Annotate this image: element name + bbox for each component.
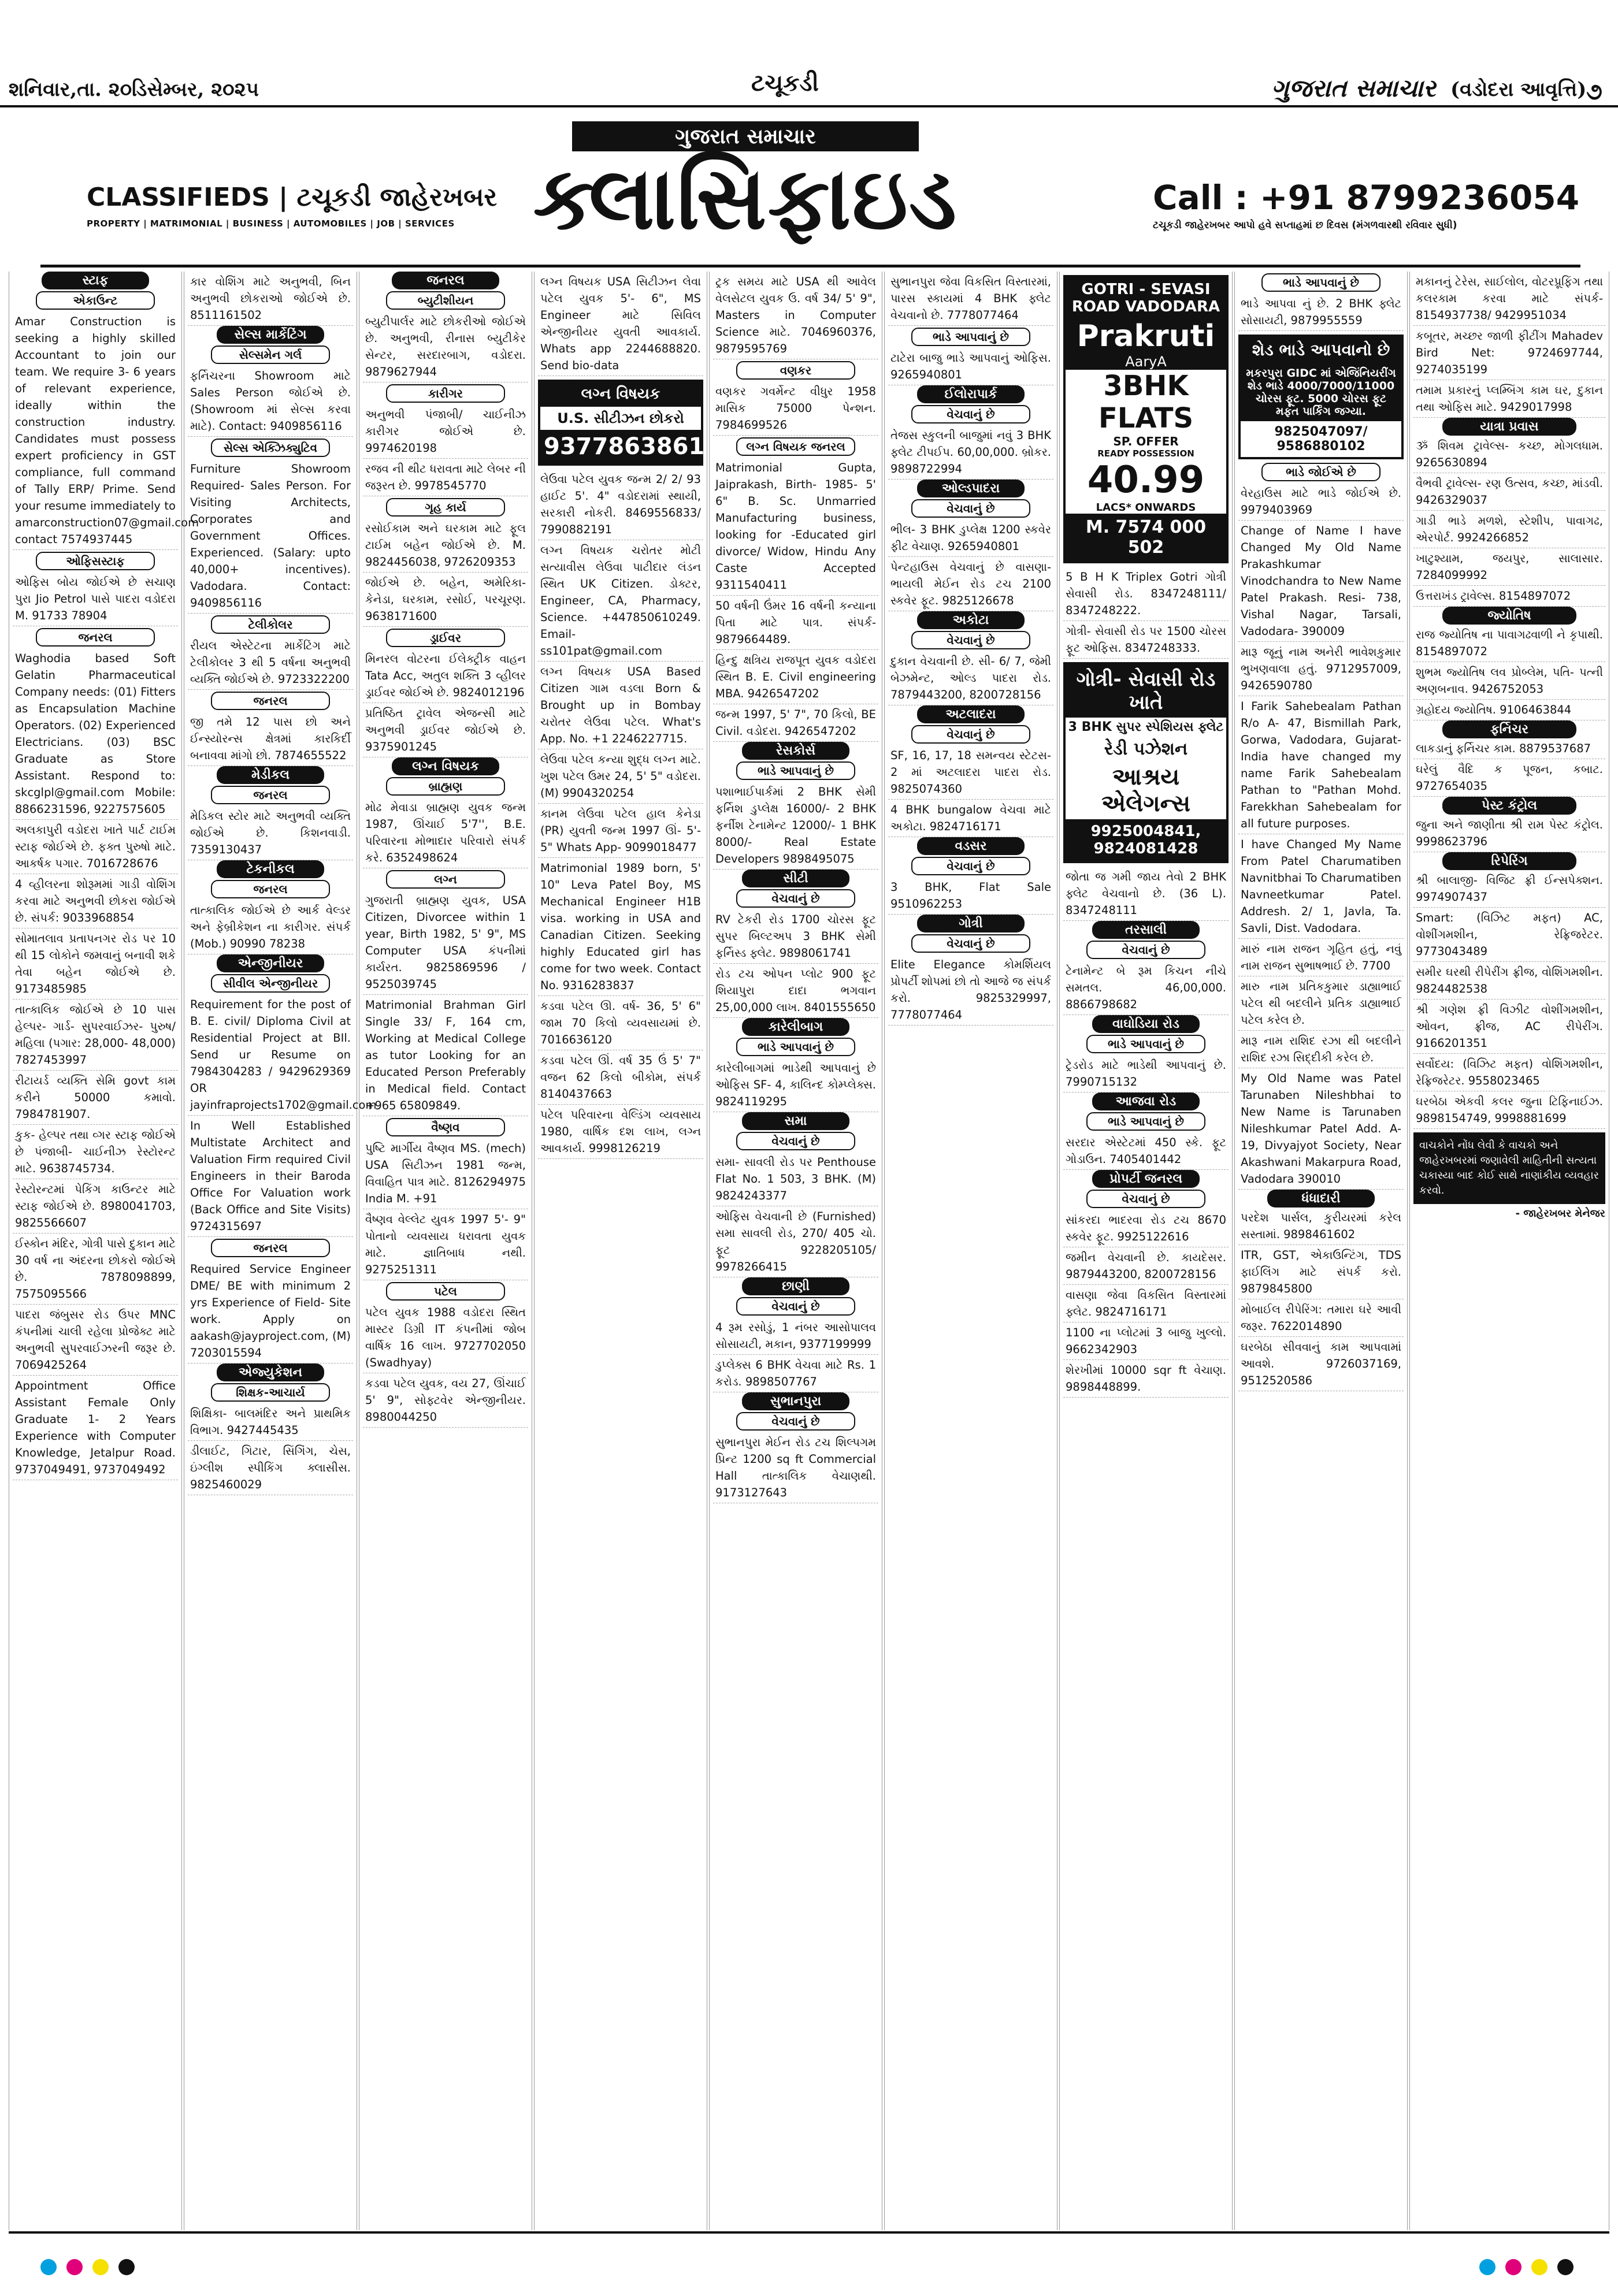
classified-ad: RV ટેકરી રોડ 1700 ચોરસ ફૂટ સુપર બિલ્ટઅપ 3 BHK સેમી ફર્નિસ્ડ ફ્લેટ. 9898061741	[713, 909, 878, 964]
sub-heading: વેચવાનું છે	[736, 1132, 855, 1150]
sub-heading: ભાડે આપવાનું છે	[736, 761, 855, 780]
sub-heading: વેચવાનું છે	[911, 405, 1030, 423]
classified-ad: 4 રૂમ રસોડું, 1 નંબર આસોપાલવ સોસાયટી, મકાન, 9377199999	[713, 1317, 878, 1355]
classified-ad: જન્મ 1997, 5' 7", 70 કિલો, BE Civil. વડોદરા. 9426547202	[713, 704, 878, 742]
classified-ad: જી તમે 12 પાસ છો અને ઈન્સ્યોરન્સ ક્ષેત્રમાં કારકિર્દી બનાવવા માંગો છો. 7874655522	[188, 712, 353, 766]
shed-title: શેડ ભાડે આપવાનો છે	[1241, 337, 1401, 363]
section-heading: રેસકોર્સ	[742, 742, 849, 760]
section-heading: એજ્યુકેશન	[217, 1364, 324, 1381]
sub-heading: જનરલ	[211, 786, 330, 804]
classified-ad: મારૂ જૂનું નામ અનેરી ભાવેશકુમાર ભુખણવાલા હતું. 9712957009, 9426590780	[1238, 642, 1404, 696]
classified-ad: સાંકરદા ભાદરવા રોડ ટચ 8670 સ્કવેર ફૂટ. 9925122616	[1063, 1210, 1229, 1247]
classified-ad: ભીલ- 3 BHK ડુપ્લેક્ષ 1200 સ્કવેર ફીટ વેચાણ. 9265940801	[888, 519, 1053, 557]
classified-ad: વૈષ્ણવ વેલ્લેટ યુવક 1997 5'- 9" પોતાનો વ્યવસાય ધરાવતા યુવક માટે. જ્ઞાતિબાધ નથી. 9275251311	[363, 1209, 528, 1280]
magenta-registration-dot	[1505, 2259, 1521, 2275]
page-top-strip	[0, 0, 1618, 105]
classified-ad: પુષ્ટિ માર્ગીય વૈષ્ણવ MS. (mech) USA સિટીઝન 1981 જન્મ, વિવાહિત પાત્ર માટે. 8126294975 India M. +91	[363, 1138, 528, 1209]
sub-heading: વણકર	[736, 361, 855, 380]
classified-ad: SF, 16, 17, 18 સમન્વય સ્ટેટસ- 2 માં અટલાદરા પાદરા રોડ. 9825074360	[888, 745, 1053, 800]
shed-phone: 9825047097/ 9586880102	[1274, 425, 1368, 454]
classified-title: ક્લાસિફાઇડ	[533, 148, 958, 249]
classified-ad: શ્રી ગણેશ ફ્રી વિઝીટ વોશીંગમશીન, ઓવન, ફ્રીજ, AC રીપેરીંગ. 9166201351	[1413, 1000, 1605, 1054]
classified-ad: ટ્રક સમય માટે USA થી આવેલ વેલસેટલ યુવક ઉ. વર્ષ 34/ 5' 9", Masters in Computer Science માટે. 7046960376, 9879595769	[713, 272, 878, 359]
section-heading: ઈલોરાપાર્ક	[917, 385, 1025, 403]
sub-heading: વેચવાનું છે	[736, 1412, 855, 1431]
sub-heading: ભાડે જોઈએ છે	[1261, 463, 1381, 481]
sub-heading: ભાડે આપવાનું છે	[911, 328, 1030, 346]
classified-ad: સુભાનપુરા જેવા વિકસિત વિસ્તારમાં, પારસ સ્કાયમાં 4 BHK ફ્લેટ વેચવાનો છે. 7778077464	[888, 272, 1053, 326]
section-heading: અટલાદરા	[917, 705, 1025, 723]
column-2	[184, 272, 377, 2230]
classified-ad: ડીલાઈટ, ગિટાર, સિંગિંગ, ચેસ, ઇંગ્લીશ સ્પીકિંગ ક્લાસીસ. 9825460029	[188, 1441, 353, 1495]
classified-ad: Furniture Showroom Required- Sales Person. For Visiting Architects, Corporates and Government Offices. Experienced. (Salary: upto 40,000+ incentives). Vadodara. Contact: 9409856116	[188, 459, 353, 614]
section-heading: ગોત્રી	[917, 915, 1025, 932]
classified-ad: જોઈએ છે. બહેન, અમેરિકા- કેનેડા, ઘરકામ, રસોઈ, પરચૂરણ. 9638171600	[363, 573, 528, 627]
header-rule	[40, 265, 1580, 268]
ashray-title: ગોત્રી- સેવાસી રોડ ખાતે	[1066, 664, 1226, 718]
sub-heading: વેચવાનું છે	[1086, 1190, 1205, 1208]
classified-ad: પશાભાઈપાર્કમાં 2 BHK સેમી ફર્નિશ ડુપ્લેક્ષ 16000/- 2 BHK ફર્નીશ ટેનામેન્ટ 12000/- 1 BHK 8000/- Real Estate Developers 9898495075	[713, 782, 878, 870]
classified-ad: 4 BHK bungalow વેચવા માટે અકોટા. 9824716171	[888, 800, 1053, 837]
classified-ad: લગ્ન વિષયક USA Based Citizen ગામ વડલા Born & Brought up in Bombay ચરોતર લેઉવા પટેલ. What's App. No. +1 2246227715.	[538, 662, 703, 749]
classified-ad: લાકડાનું ફર્નિચર કામ. 8879537687	[1413, 738, 1605, 759]
classified-ad: Waghodia based Soft Gelatin Pharmaceutical Company needs: (01) Fitters as Encapsulation Machine Operators. (02) Experienced Electricians. (03) BSC Graduate as Store Assistant. Respond to: skcglpl@gmail.com Mobile: 8866231596, 9227575605	[13, 648, 178, 820]
classified-ad: ગ્રહોદય જ્યોતિષ. 9106463844	[1413, 700, 1605, 720]
display-ad-prakruti	[1063, 275, 1229, 563]
classified-ad: પેન્ટહાઉસ વેચવાનું છે વાસણા- ભાયલી મેઈન રોડ ટચ 2100 સ્કવેર ફૂટ. 9825126678	[888, 557, 1053, 611]
sub-heading: લગ્ન વિષયક જનરલ	[736, 437, 855, 456]
sub-heading: ટેલીકોલર	[211, 615, 330, 634]
section-heading: ટેકનીકલ	[217, 860, 324, 878]
classified-ad: 50 વર્ષની ઉંમર 16 વર્ષની કન્યાના પિતા માટે પાત્ર. સંપર્ક- 9879664489.	[713, 596, 878, 650]
classified-ad: જુના અને જાણીતા શ્રી રામ પેસ્ટ કંટ્રોલ. 9998623796	[1413, 815, 1605, 852]
call-subtext: ટચૂકડી જાહેરખબર આપો હવે સપ્તાહમાં છ દિવસ (મંગળવારથી રવિવાર સુધી)	[1153, 220, 1457, 231]
call-number: Call : +91 8799236054	[1153, 178, 1580, 217]
classified-ad: સરદાર એસ્ટેટમાં 450 સ્કે. ફૂટ ગોડાઉન. 7405401442	[1063, 1132, 1229, 1170]
classified-ad: Matrimonial Brahman Girl Single 33/ F, 164 cm, Working at Medical College as tutor Looking for an Educated Person Preferably in Medical field. Contact +965 65809849.	[363, 995, 528, 1116]
section-heading: લગ્ન વિષયક	[392, 757, 499, 775]
display-ad-shed	[1238, 335, 1404, 459]
classified-ad: Elite Elegance કોમર્શિયલ પ્રોપર્ટી શોપમાં છો તો આજે જ સંપર્ક કરો. 9825329997, 7778077464	[888, 954, 1053, 1026]
sub-heading: વેચવાનું છે	[911, 934, 1030, 953]
sub-heading: બ્રાહ્મણ	[386, 777, 505, 796]
classified-ad: ગુજરાતી બ્રાહ્મણ યુવક, USA Citizen, Divorcee within 1 year, Birth 1982, 5' 9", MS Computer USA કંપનીમાં કાર્યરત. 9825869596 / 9525039745	[363, 890, 528, 995]
classified-ad: દુકાન વેચવાની છે. સી- 6/ 7, જેમી બેઝમેન્ટ, ઓલ્ડ પાદરા રોડ. 7879443200, 8200728156	[888, 651, 1053, 705]
classified-ad: ખાટુશ્યામ, જયપુર, સાલાસાર. 7284099992	[1413, 548, 1605, 586]
display-ad-us-citizen	[538, 380, 703, 466]
page-number: ૭	[1586, 78, 1602, 105]
classified-ad: સર્વોદય: (વિઝિટ મફત) વોશિંગમશીન, રેફ્રિજરેટર. 9558023465	[1413, 1054, 1605, 1091]
sub-heading: સેલ્સ એક્ઝિક્યુટિવ	[211, 439, 330, 457]
classified-ad: 3 BHK, Flat Sale 9510962253	[888, 877, 1053, 915]
column-7	[1059, 272, 1233, 2230]
classified-ad: અલકાપુરી વડોદરા ખાતે પાર્ટ ટાઈમ સ્ટાફ જોઈએ છે. ફક્ત પુરુષો માટે. આકર્ષક પગાર. 7016728676	[13, 820, 178, 874]
classified-ad: વણકર ગવર્મેન્ટ વીધુર 1958 માસિક 75000 પેન્શન. 7984699526	[713, 381, 878, 436]
classified-ad: Required Service Engineer DME/ BE with minimum 2 yrs Experience of Field- Site work. Apply on aakash@jayproject.com, (M) 7203015594	[188, 1259, 353, 1364]
sub-heading: કારીગર	[386, 384, 505, 403]
classified-ad: I have Changed My Name From Patel Charumatiben Navnitbhai To Charumatiben Navneetkumar Patel. Addresh. 2/ 1, Javla, Ta. Savli, Dist. Vadodara.	[1238, 834, 1404, 939]
classified-ad: લગ્ન વિષયક ચરોતર મોટી સત્યાવીસ લેઉવા પાટીદાર લંડન સ્થિત UK Citizen. ડોક્ટર, Engineer, CA, Pharmacy, Science. +447850610249. Email- ss101pat@gmail.com	[538, 540, 703, 662]
sub-heading: ભાડે આપવાનું છે	[1086, 1112, 1205, 1131]
reader-notice: વાચકોને નોંધ લેવી કે વાચકો અને જાહેરખબરમાં જણાવેલી માહિતીની સત્યતા ચકાસ્યા બાદ કોઈ સાથે નાણાંકીય વ્યવહાર કરવો.	[1413, 1132, 1605, 1204]
sub-heading: વેચવાનું છે	[736, 1297, 855, 1316]
prakruti-price: 40.99	[1087, 459, 1205, 501]
classified-ad: ઘરબેઠા એકવી કલર જુના ટિફિનાઈઝ. 9898154749, 9998881699	[1413, 1091, 1605, 1129]
sub-heading: જનરલ	[36, 628, 155, 647]
section-heading: છાણી	[742, 1277, 849, 1295]
classified-ad: રેસ્ટોરન્ટમાં પેકિંગ કાઉન્ટર માટે સ્ટાફ જોઈએ છે. 8980041703, 9825566607	[13, 1179, 178, 1234]
prakruti-phone: M. 7574 000 502	[1066, 514, 1226, 561]
sub-heading: વેચવાનું છે	[911, 631, 1030, 649]
classified-ad: પાદરા જંબુસર રોડ ઉપર MNC કંપનીમાં ચાલી રહેલા પ્રોજેક્ટ માટે અનુભવી સુપરવાઈઝરની જરૂર છે. 7069425264	[13, 1305, 178, 1376]
prakruti-name: Prakruti	[1066, 319, 1226, 354]
top-rule	[0, 105, 1618, 107]
classified-ad: ઘરેલું વૈદિ ક પૂજન, કબાટ. 9727654035	[1413, 759, 1605, 797]
classified-ad: પટેલ યુવક 1988 વડોદરા સ્થિત માસ્ટર ડિગ્રી IT કંપનીમાં જોબ વાર્ષિક 16 લાખ. 9727702050 (Swadhyay)	[363, 1302, 528, 1373]
classified-ad: Appointment Office Assistant Female Only Graduate 1- 2 Years Experience with Computer Knowledge, Jetalpur Road. 9737049491, 9737049492	[13, 1376, 178, 1480]
classified-ad: લેઉવા પટેલ કન્યા શુદ્ધ લગ્ન માટે. ખુશ પટેલ ઉમર 24, 5' 5" વડોદરા. (M) 9904320254	[538, 749, 703, 804]
cyan-registration-dot	[40, 2259, 57, 2275]
section-heading: સ્ટાફ	[42, 272, 149, 289]
section-heading: જનરલ	[392, 272, 499, 289]
sub-heading: જનરલ	[211, 1239, 330, 1257]
classified-ad: સમીર ઘરથી રીપેરીંગ ફ્રીજ, વોશિંગમશીન. 9824482538	[1413, 962, 1605, 1000]
column-6	[884, 272, 1057, 2230]
classified-ad: Smart: (વિઝિટ મફત) AC, વોશીંગમશીન, રેફ્રિજરેટર. 9773043489	[1413, 908, 1605, 962]
classified-ad: જમીન વેચવાની છે. કાયદેસર. 9879443200, 8200728156	[1063, 1247, 1229, 1285]
classified-ad: ટેનામેન્ટ બે રૂમ કિચન નીચે સમતલ. 46,00,000. 8866798682	[1063, 961, 1229, 1015]
classified-ad: કુક- હેલ્પર તથા વ્ગર સ્ટાફ જોઈએ છે પંજાબી- ચાઈનીઝ રેસ્ટોરન્ટ માટે. 9638745734.	[13, 1125, 178, 1179]
classified-ad: ભાડે આપવા નું છે. 2 BHK ફ્લેટ સોસાયટી, 9879955559	[1238, 293, 1404, 331]
display-ad-ashray	[1063, 662, 1229, 863]
prakruti-location: GOTRI - SEVASI ROAD VADODARA	[1066, 277, 1226, 319]
classified-ad: In Well Established Multistate Architect and Valuation Firm required Civil Engineers in their Baroda Office For Valuation work (Back Office and Site Visits) 9724315697	[188, 1116, 353, 1237]
yellow-registration-dot	[1531, 2259, 1548, 2275]
classified-ad: કડવા પટેલ યુવક, વય 27, ઊંચાઈ 5' 9", સોફ્ટવેર એન્જીનીયર. 8980044250	[363, 1373, 528, 1428]
classified-ad: રાજ જ્યોતિષ ના પાવાગઢવાળી ને કૃપાથી. 8154897072	[1413, 625, 1605, 662]
bottom-rule	[9, 2231, 1609, 2234]
column-1	[9, 272, 199, 2230]
classified-ad: કારેલીબાગમાં ભાડેથી આપવાનું છે ઓફિસ SF- 4, કાલિન્દ કોમ્પ્લેક્સ. 9824119295	[713, 1058, 878, 1112]
edition: (વડોદરા આવૃત્તિ)	[1450, 78, 1587, 101]
section-heading: વાઘોડિયા રોડ	[1092, 1015, 1200, 1033]
classified-ad: રસોઈકામ અને ઘરકામ માટે ફૂલ ટાઈમ બહેન જોઈએ છે. M. 9824456038, 9726209353	[363, 518, 528, 573]
column-9	[1409, 272, 1609, 2230]
classified-ad: રીટાયર્ડ વ્યક્તિ સેમિ govt કામ કરીને 50000 કમાવો. 7984781907.	[13, 1071, 178, 1125]
section-heading: સીટી	[742, 870, 849, 887]
column-3	[359, 272, 532, 2230]
classified-ad: ૐ શિવમ ટ્રાવેલ્સ- કચ્છ, મોગલધામ. 9265630894	[1413, 436, 1605, 473]
classified-ad: વાસણા જેવા વિકસિત વિસ્તારમાં ફ્લેટ. 9824716171	[1063, 1285, 1229, 1322]
classified-ad: ઈસ્કોન મંદિર, ગોત્રી પાસે દુકાન માટે 30 વર્ષ ના અંદરના છોકરો જોઈએ છે. 7878098899, 7575095566	[13, 1234, 178, 1305]
section-heading: ઓલ્ડપાદરા	[917, 480, 1025, 497]
classified-ad: ગોત્રી- સેવાસી રોડ પર 1500 ચોરસ ફૂટ ઓફિસ. 8347248333.	[1063, 621, 1229, 659]
issue-date: શનિવાર,તા. ૨૦ડિસેમ્બર, ૨૦૨૫	[9, 78, 259, 101]
section-name: ટચૂકડી	[751, 69, 819, 96]
classified-ad: તમામ પ્રકારનું પ્લમ્બિંગ કામ ઘર, દુકાન તથા ઓફિસ માટે. 9429017998	[1413, 380, 1605, 418]
classifieds-categories: PROPERTY | MATRIMONIAL | BUSINESS | AUTOMOBILES | JOB | SERVICES	[87, 218, 455, 229]
section-heading: ધંધાદારી	[1267, 1190, 1375, 1208]
section-heading: યાત્રા પ્રવાસ	[1442, 418, 1576, 436]
print-registration-strip	[0, 2236, 1618, 2296]
sub-heading: સેલ્સમેન ગર્લ	[211, 345, 330, 364]
classified-ad: બ્યુટીપાર્લર માટે છોકરીઓ જોઈએ છે. અનુભવી, રીનાસ બ્યુટીકેર સેન્ટર, સરદારબાગ, વડોદરા. 9879627944	[363, 311, 528, 382]
prakruti-sub: AaryA	[1066, 354, 1226, 370]
classified-ad: પટેલ પરિવારના વેલ્ડિંગ વ્યવસાય 1980, વાર્ષિક દશ લાખ, લગ્ન આવકાર્ય. 9998126219	[538, 1105, 703, 1159]
classified-ad: ડુપ્લેક્સ 6 BHK વેચવા માટે Rs. 1 કરોડ. 9898507767	[713, 1355, 878, 1392]
section-heading: સમા	[742, 1112, 849, 1130]
section-heading: વડસર	[917, 837, 1025, 855]
classified-ad: રીયલ એસ્ટેટના માર્કેટિંગ માટે ટેલીકોલર 3 થી 5 વર્ષના અનુભવી વ્યક્તિ જોઈએ છે. 9723322200	[188, 636, 353, 690]
yellow-registration-dot	[92, 2259, 109, 2275]
section-heading: કારેલીબાગ	[742, 1018, 849, 1036]
sub-heading: ડ્રાઈવર	[386, 629, 505, 647]
classified-ad: કબૂતર, મચ્છર જાળી ફીટીંગ Mahadev Bird Net: 9724697744, 9274035199	[1413, 326, 1605, 380]
classified-ad: મોબાઈલ રીપેરિંગ: તમારા ઘરે આવી જરૂર. 7622014890	[1238, 1299, 1404, 1337]
sub-heading: જનરલ	[211, 692, 330, 710]
classified-ad: મારુ નામ પ્રતિકકુમાર ડાહ્યાભાઈ પટેલ થી બદલીને પ્રતિક ડાહ્યાભાઈ પટેલ કરેલ છે.	[1238, 976, 1404, 1031]
classified-ad: કડવા પટેલ ઊ. વર્ષ- 36, 5' 6" જામ 70 કિલો વ્યવસાયમાં છે. 7016636120	[538, 996, 703, 1050]
prakruti-bhk: 3BHK FLATS	[1098, 370, 1194, 434]
classified-ad: ગાડી ભાડે મળશે, સ્ટેશીપ, પાવાગઢ, એરપોર્ટ. 9924266852	[1413, 511, 1605, 548]
classified-ad: લગ્ન વિષયક USA સિટીઝન લેવા પટેલ યુવક 5'- 6", MS Engineer માટે સિવિલ એન્જીનીયર યુવતી આવકાર્ય. Whats app 2244688820. Send bio-data	[538, 272, 703, 376]
classified-ad: Amar Construction is seeking a highly skilled Accountant to join our team. We require 3- 6 years of relevant experience, ideally within the construction industry. Candidates must possess expert proficiency in GST compliance, full command of Tally ERP/ Prime. Send your resume immediately to amarconstruction07@gmail.com contact 7574937445	[13, 311, 178, 550]
classified-ad: 1100 ના પ્લોટમાં 3 બાજુ ખુલ્લો. 9662342903	[1063, 1322, 1229, 1360]
classified-ad: મેડિકલ સ્ટોર માટે અનુભવી વ્યક્તિ જોઈએ છે. કિશનવાડી. 7359130437	[188, 806, 353, 860]
classified-ad: સુભાનપુરા મેઈન રોડ ટચ શિલ્પગમ પ્રિન્ટ 1200 sq ft Commercial Hall તાત્કાલિક વેચાણથી. 9173127643	[713, 1432, 878, 1503]
classified-ad: હિન્દુ ક્ષત્રિય રાજપૂત યુવક વડોદરા સ્થિત B. E. Civil engineering MBA. 9426547202	[713, 650, 878, 704]
section-heading: અકોટા	[917, 611, 1025, 629]
prakruti-lacs: LACS* ONWARDS	[1096, 501, 1196, 514]
classified-ad: 5 B H K Triplex Gotri ગોત્રી સેવાસી રોડ. 8347248111/ 8347248222.	[1063, 567, 1229, 621]
classified-ad: કડવા પટેલ ઊં. વર્ષ 35 ઉં 5' 7" વજન 62 કિલો બીકોમ, સંપર્ક 8140437663	[538, 1050, 703, 1105]
section-heading: સેલ્સ માર્કેટિંગ	[217, 326, 324, 344]
display-ad-line: U.S. સીટીઝન છોકરો	[557, 410, 684, 426]
classified-ad: રજવ ની થીટ ધરાવતા માટે લેબર ની જરૂરત છે. 9978545770	[363, 459, 528, 496]
classified-ad: શુભમ જ્યોતિષ લવ પ્રોબ્લેમ, પતિ- પત્ની અણબનાવ. 9426752053	[1413, 662, 1605, 700]
classified-ad: અનુભવી પંજાબી/ ચાઈનીઝ કારીગર જોઈએ છે. 9974620198	[363, 404, 528, 459]
sub-heading: સીવીલ એન્જીનીયર	[211, 974, 330, 993]
classified-ad: Change of Name I have Changed My Old Name Prakashkumar Vinodchandra to New Name Patel Prakash. Resi- 738, Vishal Nagar, Tarsali, Vadodara- 390009	[1238, 521, 1404, 642]
classified-ad: 4 વ્હીલરના શોરૂમમાં ગાડી વોશિંગ કરવા માટે અનુભવી છોકરા જોઈએ છે. સંપર્ક: 9033968854	[13, 874, 178, 928]
section-heading: રિપેરિંગ	[1442, 852, 1576, 870]
classified-ad: વૈભવી ટ્રાવેલ્સ- રણ ઉત્સવ, કચ્છ, માંડવી. 9426329037	[1413, 473, 1605, 511]
prakruti-ready: READY POSSESSION	[1097, 448, 1194, 459]
ashray-ready: રેડી પઝેશન	[1104, 739, 1188, 759]
sub-heading: ભાડે આપવાનું છે	[736, 1038, 855, 1056]
classified-ad: તાત્કાલિક જોઈએ છે આર્ક વેલ્ડર અને ફેબ્રીકેશન ના કારીગર. સંપર્ક (Mob.) 90990 78238	[188, 900, 353, 954]
sub-heading: વેચવાનું છે	[1086, 941, 1205, 959]
classifieds-label: CLASSIFIEDS | ટચૂકડી જાહેરખબર	[87, 183, 498, 212]
display-ad-title: લગ્ન વિષયક	[540, 382, 701, 407]
classified-ad: પ્રતિષ્ઠિત ટ્રાવેલ એજન્સી માટે અનુભવી ડ્રાઈવર જોઈએ છે. 9375901245	[363, 703, 528, 757]
classified-ad: ફર્નિચરના Showroom માટે Sales Person જોઈએ છે. (Showroom માં સેલ્સ કરવા માટે). Contact: 9409856116	[188, 366, 353, 437]
sub-heading: ભાડે આપવાનું છે	[1261, 273, 1381, 292]
sub-heading: ભાડે આપવાનું છે	[1086, 1035, 1205, 1053]
ashray-project: આશ્રય એલેગન્સ	[1101, 764, 1191, 817]
section-heading: પેસ્ટ કંટ્રોલ	[1442, 797, 1576, 815]
newspaper-name: ગુજરાત સમાચાર	[1271, 74, 1436, 102]
column-8	[1234, 272, 1408, 2230]
section-heading: આજવા રોડ	[1092, 1093, 1200, 1110]
classified-ad: Matrimonial Gupta, Jaiprakash, Birth- 1985- 5' 6" B. Sc. Unmarried Manufacturing business, looking for -Educated girl divorce/ Widow, Hindu Any Caste Accepted 9311540411	[713, 458, 878, 596]
classified-ad: સોમાતલાવ પ્રતાપનગર રોડ પર 10 થી 15 લોકોને જમવાનું બનાવી શકે તેવા બહેન જોઈએ છે. 9173485985	[13, 928, 178, 1000]
classified-ad: Matrimonial 1989 born, 5' 10" Leva Patel Boy, MS Mechanical Engineer H1B visa. working in USA and Canadian Citizen. Seeking highly Educated girl has come for two week. Contact No. 9316283837	[538, 858, 703, 996]
display-ad-phone: 9377863861	[540, 430, 701, 463]
sub-heading: ગૃહ કાર્ય	[386, 498, 505, 517]
shed-body: મકરપુરા GIDC માં એજિંનિયરીંગ શેડ ભાડે 4000/7000/11000 ચોરસ ફૂટ. 5000 ચોરસ ફૂટ મફત પાર્કિંગ જગ્યા.	[1241, 363, 1401, 421]
sub-heading: પટેલ	[386, 1282, 505, 1301]
column-5	[709, 272, 882, 2230]
classified-ad: તાત્કાલિક જોઈએ છે 10 પાસ હેલ્પર- ગાર્ડ- સુપરવાઈઝર- પુરુષ/ મહિલા (પગાર: 28,000- 48,000) 7827453997	[13, 1000, 178, 1071]
masthead: ગુજરાત સમાચાર	[572, 121, 919, 151]
sub-heading: જનરલ	[211, 880, 330, 898]
classified-ad: મકાનનું ટેરેસ, સાઈલોલ, વોટરપ્રૂફિંગ તથા કલરકામ કરવા માટે સંપર્ક- 8154937738/ 9429951034	[1413, 272, 1605, 326]
classified-ad: મારૂ નામ રાશિદ રઝા થી બદલીને રાશિદ રઝા સિદ્દીકી કરેલ છે.	[1238, 1031, 1404, 1068]
sub-heading: વૈષ્ણવ	[386, 1118, 505, 1136]
classified-ad: ઓફિસ વેચવાની છે (Furnished) સમા સાવલી રોડ, 270/ 405 ચો. ફૂટ 9228205105/ 9978266415	[713, 1206, 878, 1277]
black-registration-dot	[118, 2259, 135, 2275]
classified-ad: ઓફિસ બોય જોઈએ છે સચાણ પુરા Jio Petrol પાસે પાદરા વડોદરા M. 91733 78904	[13, 572, 178, 626]
section-heading: સુભાનપુરા	[742, 1392, 849, 1410]
black-registration-dot	[1557, 2259, 1574, 2275]
classified-ad: ટાટેરા બાજુ ભાડે આપવાનું ઓફિસ. 9265940801	[888, 348, 1053, 385]
notice-signature: - જાહેરખબર મેનેજર	[1515, 1208, 1605, 1220]
section-heading: મેડીકલ	[217, 766, 324, 784]
classified-ad: વેરહાઉસ માટે ભાડે જોઈએ છે. 9979403969	[1238, 483, 1404, 521]
sub-heading: એકાઉન્ટ	[36, 291, 155, 310]
sub-heading: લગ્ન	[386, 870, 505, 889]
classified-ad: મિનરલ વોટરના ઈલેક્ટ્રીક વાહન Tata Acc, અતુલ શક્તિ 3 વ્હીલર ડ્રાઈવર જોઈએ છે. 9824012196	[363, 649, 528, 703]
classified-ad: મારું નામ રાજન ગૃહિત હતું, નવું નામ રાજન સુભાષભાઈ છે. 7700	[1238, 939, 1404, 976]
classified-ad: I Farik Sahebealam Pathan R/o A- 47, Bismillah Park, Gorwa, Vadodara, Gujarat- India have changed my name Farik Sahebealam Pathan to "Pathan Mohd. Farekkhan Sahebealam for all future purposes.	[1238, 696, 1404, 834]
classified-ad: કાનમ લેઉવા પટેલ હાલ કેનેડા (PR) યુવતી જન્મ 1997 ઊં- 5'- 5" Whats App- 9099018477	[538, 804, 703, 858]
classified-ad: Requirement for the post of B. E. civil/ Diploma Civil at Residential Project at BIl. Send ur Resume on 7984304283 / 9429629369 OR jayinfraprojects1702@gmail.com	[188, 994, 353, 1116]
column-4	[534, 272, 707, 2230]
classified-ad: ટ્રેડરોડ માટે ભાડેથી આપવાનું છે. 7990715132	[1063, 1055, 1229, 1093]
classified-ad: ITR, GST, એકાઉન્ટિંગ, TDS ફાઈલિંગ માટે સંપર્ક કરો. 9879845800	[1238, 1245, 1404, 1299]
classified-ad: ઘરબેઠા સીવવાનું કામ આપવામાં આવશે. 9726037169, 9512520586	[1238, 1337, 1404, 1391]
sub-heading: વેચવાનું છે	[911, 499, 1030, 518]
classified-ad: તેજસ સ્કુલની બાજુમાં નવું 3 BHK ફ્લેટ ટીપઈપ. 60,00,000. બ્રોકર. 9898722994	[888, 425, 1053, 480]
classified-ad: લેઉવા પટેલ યુવક જન્મ 2/ 2/ 93 હાઈટ 5'. 4" વડોદરામાં સ્થાયી, સરકારી નોકરી. 8469556833/ 7990882191	[538, 469, 703, 540]
section-heading: જ્યોતિષ	[1442, 607, 1576, 625]
sub-heading: શિક્ષક-આચાર્ય	[211, 1383, 330, 1402]
section-heading: એન્જીનીયર	[217, 954, 324, 972]
magenta-registration-dot	[66, 2259, 83, 2275]
prakruti-offer: SP. OFFER	[1113, 434, 1179, 448]
classified-ad: શ્રી બાલાજી- વિજિટ ફ્રી ઈન્સપેક્શન. 9974907437	[1413, 870, 1605, 908]
section-heading: ફર્નિચર	[1442, 720, 1576, 738]
classified-ad: કાર વોશિંગ માટે અનુભવી, બિન અનુભવી છોકરાઓ જોઈએ છે. 8511161502	[188, 272, 353, 326]
classified-ad: My Old Name was Patel Tarunaben Nileshbhai to New Name is Tarunaben Nileshkumar Patel Add. A- 19, Divyajyot Society, Near Akashwani Makarpura Road, Vadodara 390010	[1238, 1068, 1404, 1190]
section-heading: તરસાલી	[1092, 921, 1200, 939]
ashray-sub: 3 BHK સુપર સ્પેશિયસ ફ્લેટ	[1068, 720, 1224, 734]
classified-ad: મોઢ મેવાડા બ્રાહ્મણ યુવક જન્મ 1987, ઊંચાઈ 5'7'', B.E. પરિવારના મોભાદાર પરિવારો સંપર્ક કરે. 6352498624	[363, 797, 528, 868]
sub-heading: ઓફિસસ્ટાફ	[36, 552, 155, 570]
sub-heading: બ્યુટીશીયન	[386, 291, 505, 310]
classified-ad: ઉત્તરાખંડ ટ્રાવેલ્સ. 8154897072	[1413, 586, 1605, 607]
classified-ad: રોડ ટચ ઓપન પ્લોટ 900 ફૂટ શિયાપુરા દાદા ભગવાન 25,00,000 લાખ. 8401555650	[713, 964, 878, 1018]
sub-heading: વેચવાનું છે	[911, 725, 1030, 744]
classified-ad: પરદેશ પાર્સલ, કુરીયરમાં કરેલ સસ્તામાં. 9898461602	[1238, 1208, 1404, 1245]
classified-ad: જોતા જ ગમી જાય તેવો 2 BHK ફ્લેટ વેચવાનો છે. (36 L). 8347248111	[1063, 867, 1229, 921]
classified-ad: શિક્ષિકા- બાલમંદિર અને પ્રાથમિક વિભાગ. 9427445435	[188, 1403, 353, 1441]
cyan-registration-dot	[1479, 2259, 1495, 2275]
sub-heading: વેચવાનું છે	[911, 857, 1030, 875]
section-heading: પ્રોપર્ટી જનરલ	[1092, 1170, 1200, 1188]
classified-ad: શેરખીમાં 10000 sqr ft વેચાણ. 9898448899.	[1063, 1360, 1229, 1398]
classified-ad: સમા- સાવલી રોડ પર Penthouse Flat No. 1 503, 3 BHK. (M) 9824243377	[713, 1152, 878, 1206]
ashray-phone: 9925004841, 9824081428	[1066, 819, 1226, 861]
sub-heading: વેચવાનું છે	[736, 889, 855, 908]
